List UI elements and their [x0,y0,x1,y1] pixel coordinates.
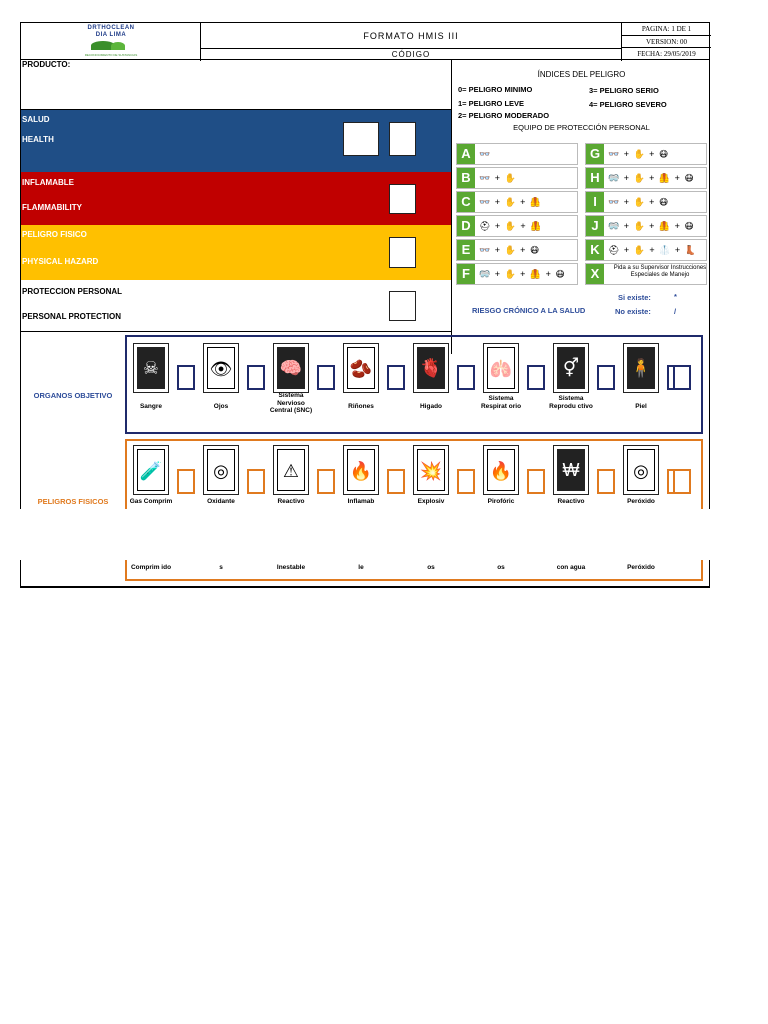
ppe-letter: A [457,144,475,164]
organ-checkbox[interactable] [387,365,405,390]
ppe-gear-icons: 🥽 + ✋ + 🦺 + 😷 [608,221,695,231]
organ-pictogram [413,343,449,393]
date: FECHA: 29/05/2019 [637,50,696,59]
ppe-row-c [456,191,578,213]
organ-pictogram [553,343,589,393]
organ-icon: 🫘 [347,347,375,389]
hazard-checkbox[interactable] [387,469,405,494]
hazard-caption: Peróxido [627,564,655,571]
organ-checkbox[interactable] [597,365,615,390]
hazard-pictogram [203,445,239,495]
organ-icon: 👁 [207,347,235,389]
version: VERSION: 00 [622,36,711,49]
ppe-title: EQUIPO DE PROTECCIÓN PERSONAL [513,123,650,132]
organ-pictogram [133,343,169,393]
hazard-checkbox[interactable] [527,469,545,494]
ppe-row-b [456,167,578,189]
ppe-row-d [456,215,578,237]
hazard-caption: Peróxido [627,498,655,505]
chronic-health-box[interactable] [343,122,379,156]
ppe-gear-icons: 👓 + ✋ + 😷 [608,197,670,207]
ppe-row-j [585,215,707,237]
organ-caption: Sistema Nervioso Central (SNC) [269,392,313,414]
render-gap [0,509,768,560]
hazard-icon: 💥 [417,449,445,491]
physical-hazards-label: PELIGROS FISICOS [37,497,109,506]
hazard-caption: Explosiv [417,498,445,505]
flammability-band: INFLAMABLE FLAMMABILITY [21,172,452,225]
hazard-pictogram [483,445,519,495]
organ-pictogram [343,343,379,393]
ppe-row-x [585,263,707,285]
organ-caption: Piel [635,403,647,410]
ppe-gear-icons: 👓 + ✋ [479,173,517,183]
legend-column: ÍNDICES DEL PELIGRO 0= PELIGRO MINIMO 3= PELIGRO SERIO 1= PELIGRO LEVE 4= PELIGRO SEVERO 2= PELIGRO MODERADO EQUIPO DE PROTECCIÓN PERSONAL A 👓 B 👓 + ✋ C 👓 + ✋ + 🦺 D ⛑ + ✋ + 🦺 E 👓 + ✋ + 😷 F 🥽 + ✋ + 🦺 + 😷 G 👓 + ✋ + 😷 H 🥽 + ✋ + 🦺 + 😷 I 👓 + ✋ + 😷 J 🥽 + ✋ + 🦺 + 😷 K ⛑ + ✋ + 🥼 + 👢 X Pida a su Supervisor Instrucciones Especiales de Manejo RIESGO CRÓNICO A LA SALUD Si existe: * No existe: / [451,60,710,354]
organ-icon: 🫁 [487,347,515,389]
page-number: PAGINA: 1 DE 1 [622,23,711,36]
ppe-row-e [456,239,578,261]
ppe-gear-icons: 🥽 + ✋ + 🦺 + 😷 [479,269,566,279]
ppe-letter: X [586,264,604,284]
ppe-row-f [456,263,578,285]
ppe-gear-icons: 👓 + ✋ + 🦺 [479,197,543,207]
hazard-pictogram [623,445,659,495]
ppe-row-i [585,191,707,213]
form-header [20,22,710,60]
organs-frame [125,335,703,434]
hazard-caption: Comprim ido [130,564,172,571]
ppe-row-g [585,143,707,165]
ppe-gear-icons: 👓 + ✋ + 😷 [479,245,541,255]
hazard-checkbox[interactable] [247,469,265,494]
organ-checkbox[interactable] [527,365,545,390]
product-label: PRODUCTO: [22,60,71,69]
hazard-checkbox[interactable] [673,469,691,494]
ppe-letter: I [586,192,604,212]
hazard-caption: Pirofóric [487,498,515,505]
organ-checkbox[interactable] [457,365,475,390]
hazard-caption: Oxidante [207,498,235,505]
organs-label: ORGANOS OBJETIVO [33,391,113,400]
organ-checkbox[interactable] [247,365,265,390]
ppe-letter: D [457,216,475,236]
leaf-icon [111,42,125,50]
organ-caption: Higado [419,403,443,410]
hazard-checkbox[interactable] [177,469,195,494]
hazard-caption: Reactivo [277,498,305,505]
rating-column [20,60,451,354]
ppe-row-h [585,167,707,189]
hazard-caption: s [219,564,223,571]
ppe-letter: C [457,192,475,212]
protection-band: PROTECCION PERSONAL PERSONAL PROTECTION [21,280,452,332]
hazard-checkbox[interactable] [457,469,475,494]
ppe-gear-icons: ⛑ + ✋ + 🦺 [479,221,543,231]
ppe-row-k [585,239,707,261]
organ-checkbox[interactable] [177,365,195,390]
organ-pictogram [623,343,659,393]
organ-checkbox[interactable] [673,365,691,390]
hazard-checkbox[interactable] [317,469,335,494]
physical-hazard-rating-box[interactable] [389,237,416,268]
hazard-caption: con agua [556,564,586,571]
organ-pictogram [483,343,519,393]
ppe-letter: B [457,168,475,188]
company-logo: DRTHOCLEAN DIA LIMA RECONOCIMIENTO DE SUSTANCIAS [21,23,201,61]
organ-pictogram [273,343,309,393]
hazard-caption: Inestable [276,564,306,571]
ppe-letter: H [586,168,604,188]
form-title: FORMATO HMIS III [201,23,621,49]
hazard-icon: ₩ [557,449,585,491]
organ-caption: Sistema Reprodu ctivo [549,395,593,410]
health-rating-box[interactable] [389,122,416,156]
hazard-caption: Gas Comprim [129,498,173,505]
hazard-index-title: ÍNDICES DEL PELIGRO [537,70,626,79]
organ-icon: ☠ [137,347,165,389]
flammability-rating-box[interactable] [389,184,416,214]
health-band: SALUD HEALTH [21,110,452,172]
hazard-pictogram [133,445,169,495]
ppe-gear-icons: 🥽 + ✋ + 🦺 + 😷 [608,173,695,183]
organ-icon: ⚥ [557,347,585,389]
organ-icon: 🫀 [417,347,445,389]
hazard-caption: le [358,564,364,571]
ppe-gear-icons: 👓 [479,149,492,159]
ppe-gear-icons: Pida a su Supervisor Instrucciones Especiales de Manejo [613,265,707,278]
hazard-icon: 🧪 [137,449,165,491]
hazard-pictogram [273,445,309,495]
ppe-letter: J [586,216,604,236]
organ-caption: Ojos [213,403,229,410]
hazard-pictogram [413,445,449,495]
physical-hazard-band: PELIGRO FISICO PHYSICAL HAZARD [21,225,452,280]
organ-caption: Sistema Respirat orio [480,395,522,410]
ppe-gear-icons: ⛑ + ✋ + 🥼 + 👢 [608,245,697,255]
ppe-letter: F [457,264,475,284]
organ-pictogram [203,343,239,393]
hazard-checkbox[interactable] [597,469,615,494]
hmis-form [20,22,710,588]
ppe-row-a [456,143,578,165]
ppe-letter: G [586,144,604,164]
hazard-caption: Reactivo [557,498,585,505]
ppe-gear-icons: 👓 + ✋ + 😷 [608,149,670,159]
chronic-risk-label: RIESGO CRÓNICO A LA SALUD [472,306,586,315]
hazard-icon: ◎ [627,449,655,491]
hazard-icon: 🔥 [487,449,515,491]
organ-icon: 🧠 [277,347,305,389]
hazard-caption: os [497,564,505,571]
hazard-icon: ◎ [207,449,235,491]
hazard-pictogram [343,445,379,495]
product-field[interactable] [21,60,452,110]
hazard-icon: 🔥 [347,449,375,491]
hazard-caption: Inflamab [347,498,375,505]
organ-checkbox[interactable] [317,365,335,390]
hazard-icon: ⚠ [277,449,305,491]
organ-caption: Sangre [139,403,163,410]
organ-icon: 🧍 [627,347,655,389]
ppe-letter: E [457,240,475,260]
form-code: CÓDIGO [391,50,431,59]
hazard-caption: os [427,564,435,571]
ppe-letter: K [586,240,604,260]
hazard-pictogram [553,445,589,495]
organ-caption: Riñones [348,403,374,410]
form-meta [621,23,711,61]
